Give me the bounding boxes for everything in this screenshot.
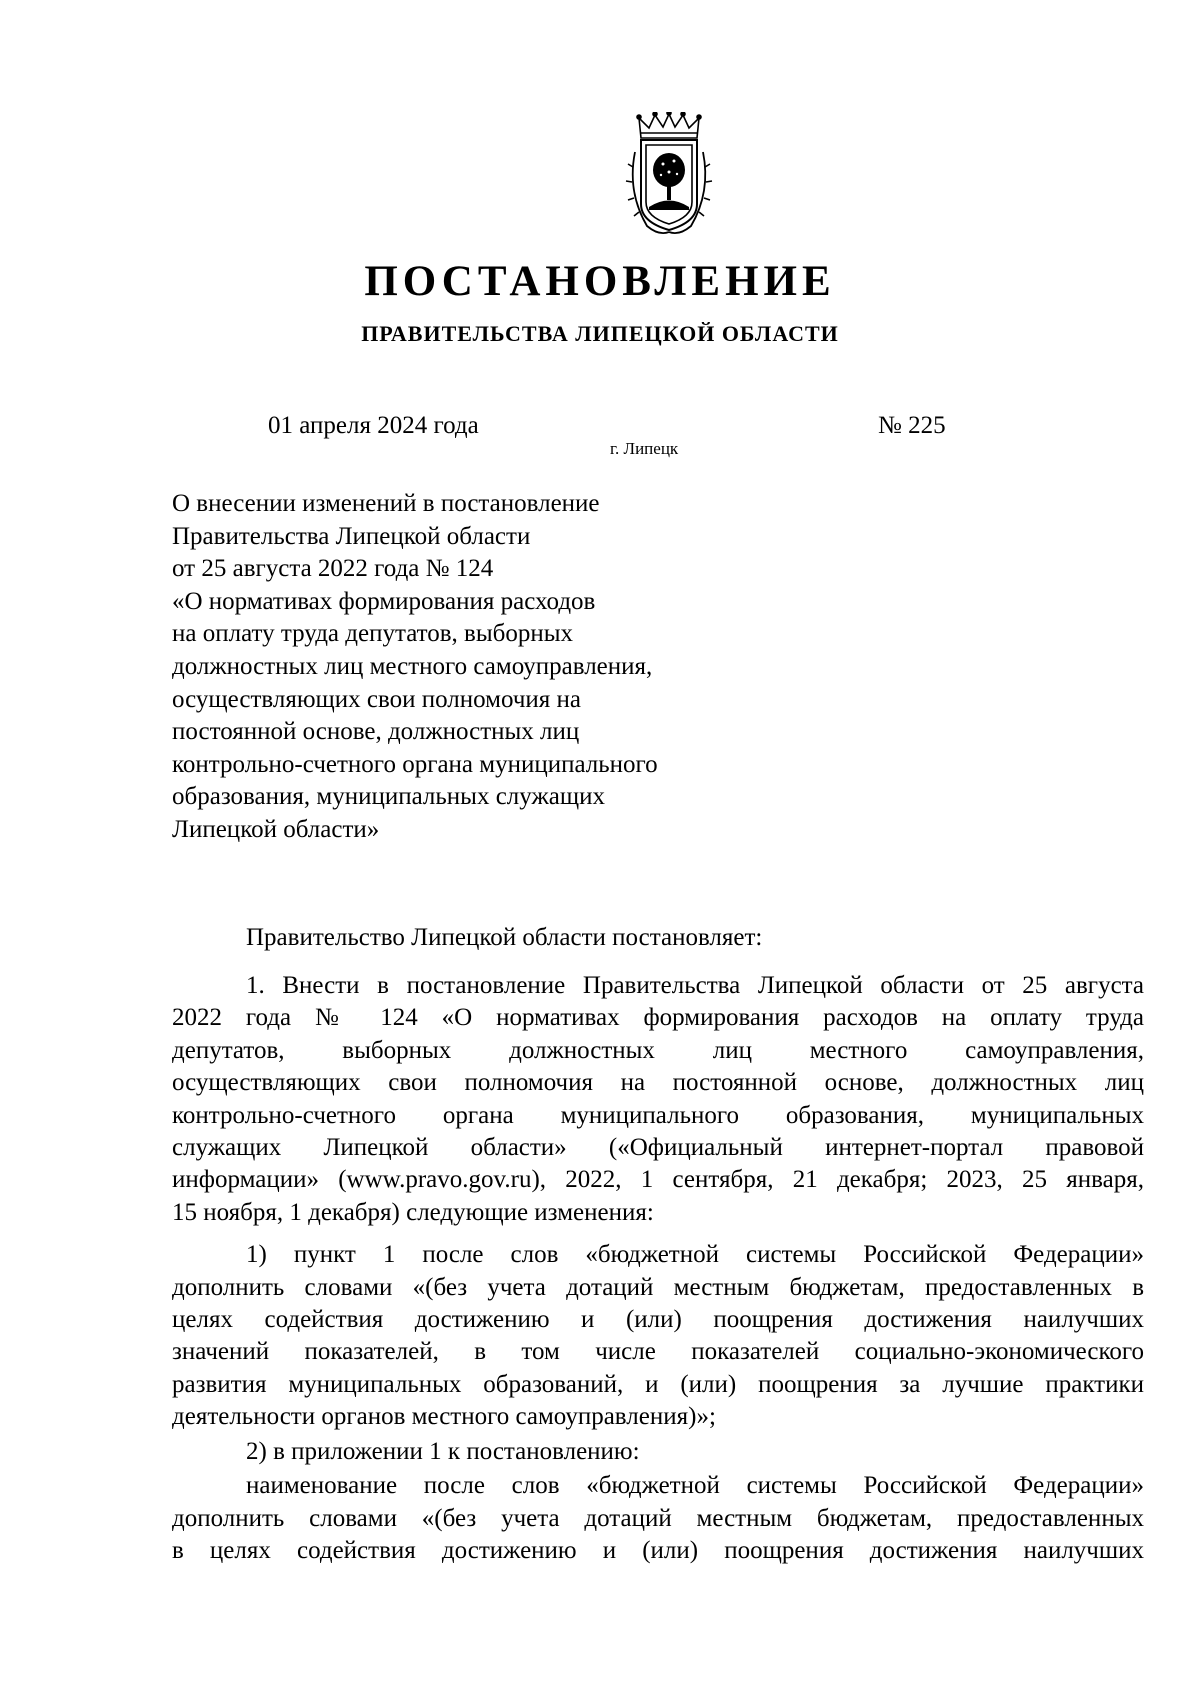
subject-line: должностных лиц местного самоуправления, — [172, 652, 653, 680]
paragraph-line: дополнить словами «(без учета дотаций местным бюджетам, предоставленных в — [172, 1273, 1144, 1301]
document-date: 01 апреля 2024 года — [268, 412, 479, 439]
paragraph-4 — [172, 1470, 1144, 1567]
paragraph-line: в целях содействия достижению и (или) поощрения достижения наилучших — [172, 1536, 1144, 1564]
subject-line: «О нормативах формирования расходов — [172, 587, 596, 615]
paragraph-line: информации» (www.pravo.gov.ru), 2022, 1 сентября, 21 декабря; 2023, 25 января, — [172, 1166, 1144, 1194]
paragraph-line: депутатов, выборных должностных лиц местного самоуправления, — [172, 1036, 1144, 1064]
document-type-title: ПОСТАНОВЛЕНИЕ — [364, 258, 836, 305]
paragraph-line: 1) пункт 1 после слов «бюджетной системы Российской Федерации» — [246, 1241, 1144, 1269]
subject-line: постоянной основе, должностных лиц — [172, 718, 580, 746]
issuer-title: ПРАВИТЕЛЬСТВА ЛИПЕЦКОЙ ОБЛАСТИ — [361, 321, 839, 346]
paragraph-line: целях содействия достижению и (или) поощрения достижения наилучших — [172, 1306, 1144, 1334]
paragraph-line: деятельности органов местного самоуправления)»; — [172, 1403, 716, 1431]
paragraph-line: служащих Липецкой области» («Официальный интернет-портал правовой — [172, 1134, 1144, 1162]
paragraph-line: значений показателей, в том числе показателей социально-экономического — [172, 1338, 1144, 1366]
subject-line: О внесении изменений в постановление — [172, 490, 600, 517]
subject-line: образования, муниципальных служащих — [172, 783, 605, 811]
paragraph-3 — [172, 1436, 1144, 1468]
subject-line: осуществляющих свои полномочия на — [172, 685, 582, 713]
paragraph-line: дополнить словами «(без учета дотаций местным бюджетам, предоставленных — [172, 1504, 1144, 1532]
document-body — [172, 970, 1144, 1577]
document-number: № 225 — [878, 412, 946, 439]
paragraph-2 — [172, 1239, 1144, 1433]
paragraph-line: 1. Внести в постановление Правительства Липецкой области от 25 августа — [246, 972, 1144, 999]
paragraph-line: осуществляющих свои полномочия на постоянной основе, должностных лиц — [172, 1069, 1144, 1097]
subject-line: контрольно-счетного органа муниципального — [172, 750, 658, 778]
subject-line: на оплату труда депутатов, выборных — [172, 620, 574, 648]
subject-line: Правительства Липецкой области — [172, 522, 531, 550]
paragraph-line: 2) в приложении 1 к постановлению: — [246, 1437, 640, 1465]
document-city: г. Липецк — [610, 439, 679, 458]
paragraph-line: 15 ноября, 1 декабря) следующие изменения: — [172, 1198, 654, 1226]
subject-line: Липецкой области» — [172, 815, 380, 843]
subject-line: от 25 августа 2022 года № 124 — [172, 555, 494, 583]
coat-of-arms-icon — [619, 112, 719, 240]
paragraph-line: 2022 года № 124 «О нормативах формирования расходов на оплату труда — [172, 1004, 1144, 1032]
paragraph-line: контрольно-счетного органа муниципального образования, муниципальных — [172, 1101, 1144, 1129]
paragraph-line: наименование после слов «бюджетной системы Российской Федерации» — [246, 1472, 1144, 1500]
paragraph-line: развития муниципальных образований, и (или) поощрения за лучшие практики — [172, 1370, 1144, 1398]
preamble: Правительство Липецкой области постановляет: — [246, 924, 763, 951]
document-subject — [172, 488, 792, 847]
paragraph-1 — [172, 970, 1144, 1229]
